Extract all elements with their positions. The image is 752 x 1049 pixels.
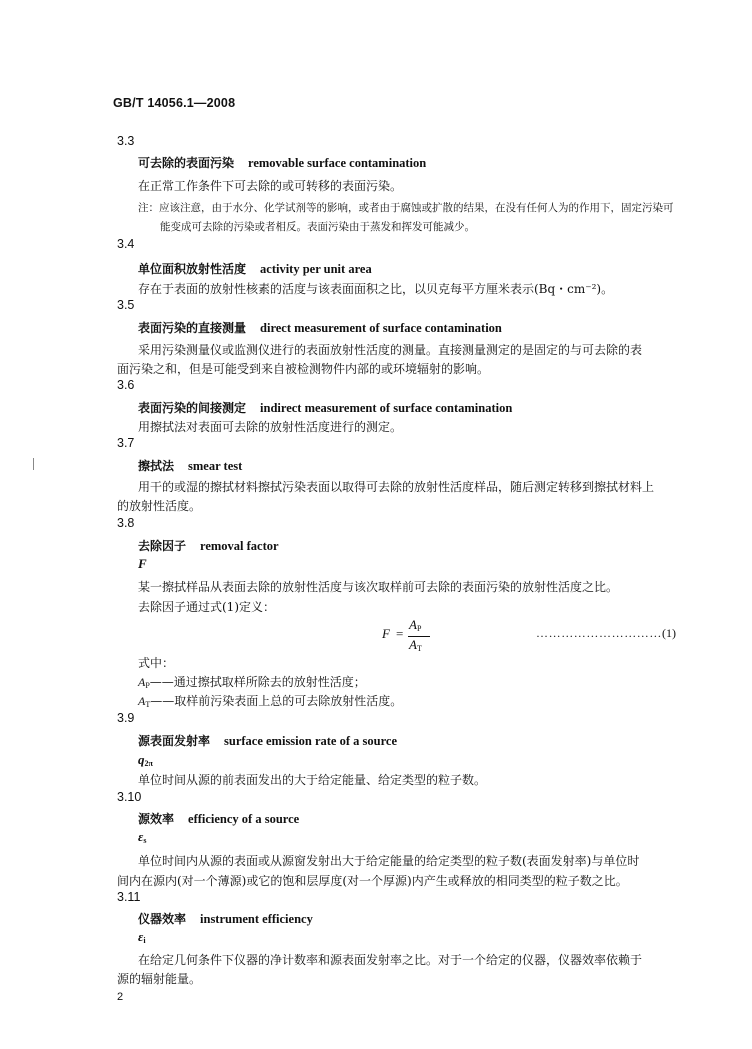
term-en: smear test [188, 459, 243, 473]
equation-label: (1) [662, 626, 676, 640]
section-number: 3.4 [117, 237, 135, 251]
note: 能变成可去除的污染或者相反。表面污染由于蒸发和挥发可能减少。 [160, 221, 475, 233]
section-number: 3.6 [117, 378, 135, 392]
formula-intro: 去除因子通过式(1)定义： [138, 600, 275, 614]
definition: 单位时间内从源的表面或从源窗发射出大于给定能量的给定类型的粒子数(表面发射率)与单位时 [138, 854, 640, 868]
definition: 在给定几何条件下仪器的净计数率和源表面发射率之比。对于一个给定的仪器，仪器效率依赖于 [138, 953, 643, 967]
term-symbol: $q_{2\pi}$ [138, 752, 153, 768]
term-zh: 可去除的表面污染 [138, 156, 235, 170]
margin-mark [33, 458, 34, 470]
term-en: removable surface contamination [248, 156, 427, 170]
legend-symbol: $A_T$ [138, 694, 151, 709]
term-zh: 去除因子 [138, 539, 187, 553]
section-number: 3.11 [117, 890, 141, 904]
term-heading [138, 457, 242, 474]
term-heading [138, 154, 426, 171]
section-number: 3.9 [117, 711, 135, 725]
definition: 用干的或湿的擦拭材料擦拭污染表面以取得可去除的放射性活度样品，随后测定转移到擦拭材料上 [138, 480, 655, 494]
term-en: direct measurement of surface contamination [260, 321, 502, 335]
legend-symbol: $A_P$ [138, 675, 150, 690]
definition: 在正常工作条件下可去除的或可转移的表面污染。 [138, 179, 403, 193]
term-en: activity per unit area [260, 262, 372, 276]
definition: 采用污染测量仪或监测仪进行的表面放射性活度的测量。直接测量测定的是固定的与可去除的表 [138, 343, 643, 357]
term-heading [138, 537, 279, 554]
note: 注：应该注意，由于水分、化学试剂等的影响，或者由于腐蚀或扩散的结果，在没有任何人为的作用下，固定污染可 [138, 202, 674, 214]
term-zh: 仪器效率 [138, 912, 187, 926]
definition: 间内在源内(对一个薄源)或它的饱和层厚度(对一个厚源)内产生或释放的相同类型的粒子数之比。 [117, 874, 628, 888]
term-zh: 源效率 [138, 812, 175, 826]
formula-numerator: $A_P$ [409, 617, 422, 633]
term-symbol: $\varepsilon_s$ [138, 829, 147, 845]
term-en: surface emission rate of a source [224, 734, 398, 748]
term-heading [138, 810, 299, 827]
page-number: 2 [117, 991, 124, 1003]
legend-item: $A_P——$通过擦拭取样所除去的放射性活度； [138, 675, 366, 690]
term-en: efficiency of a source [188, 812, 300, 826]
term-en: instrument efficiency [200, 912, 313, 926]
term-heading [138, 399, 512, 416]
definition: 单位时间从源的前表面发出的大于给定能量、给定类型的粒子数。 [138, 773, 487, 787]
term-symbol: $\varepsilon_i$ [138, 929, 146, 945]
definition: 用擦拭法对表面可去除的放射性活度进行的测定。 [138, 420, 403, 434]
term-symbol: F [138, 556, 147, 571]
definition: 某一擦拭样品从表面去除的放射性活度与该次取样前可去除的表面污染的放射性活度之比。 [138, 580, 619, 594]
term-en: removal factor [200, 539, 279, 553]
leader-dots: ………………………… [536, 626, 662, 640]
section-number: 3.8 [117, 516, 135, 530]
legend-item: $A_T——$取样前污染表面上总的可去除放射性活度。 [138, 694, 403, 709]
definition: 的放射性活度。 [117, 499, 202, 513]
term-zh: 表面污染的直接测量 [138, 321, 247, 335]
section-number: 3.5 [117, 298, 135, 312]
term-zh: 擦拭法 [138, 459, 175, 473]
formula-denominator: $A_T$ [409, 637, 422, 653]
term-heading [138, 319, 502, 336]
term-zh: 单位面积放射性活度 [138, 262, 247, 276]
formula-equals: = [396, 626, 404, 641]
definition: 面污染之和，但是可能受到来自被检测物件内部的或环境辐射的影响。 [117, 362, 490, 376]
definition: 存在于表面的放射性核素的活度与该表面面积之比，以贝克每平方厘米表示(Bq・cm⁻²)。 [138, 282, 614, 296]
term-zh: 表面污染的间接测定 [138, 401, 247, 415]
document-header: GB/T 14056.1—2008 [113, 96, 236, 110]
equation-number [536, 626, 676, 641]
term-heading [138, 732, 397, 749]
section-number: 3.7 [117, 436, 135, 450]
formula-lhs: F [382, 626, 390, 641]
definition: 源的辐射能量。 [117, 972, 202, 986]
where-label: 式中： [138, 656, 175, 670]
term-heading [138, 260, 372, 277]
term-heading [138, 910, 313, 927]
term-zh: 源表面发射率 [138, 734, 211, 748]
section-number: 3.3 [117, 134, 135, 148]
term-en: indirect measurement of surface contamination [260, 401, 513, 415]
section-number: 3.10 [117, 790, 142, 804]
